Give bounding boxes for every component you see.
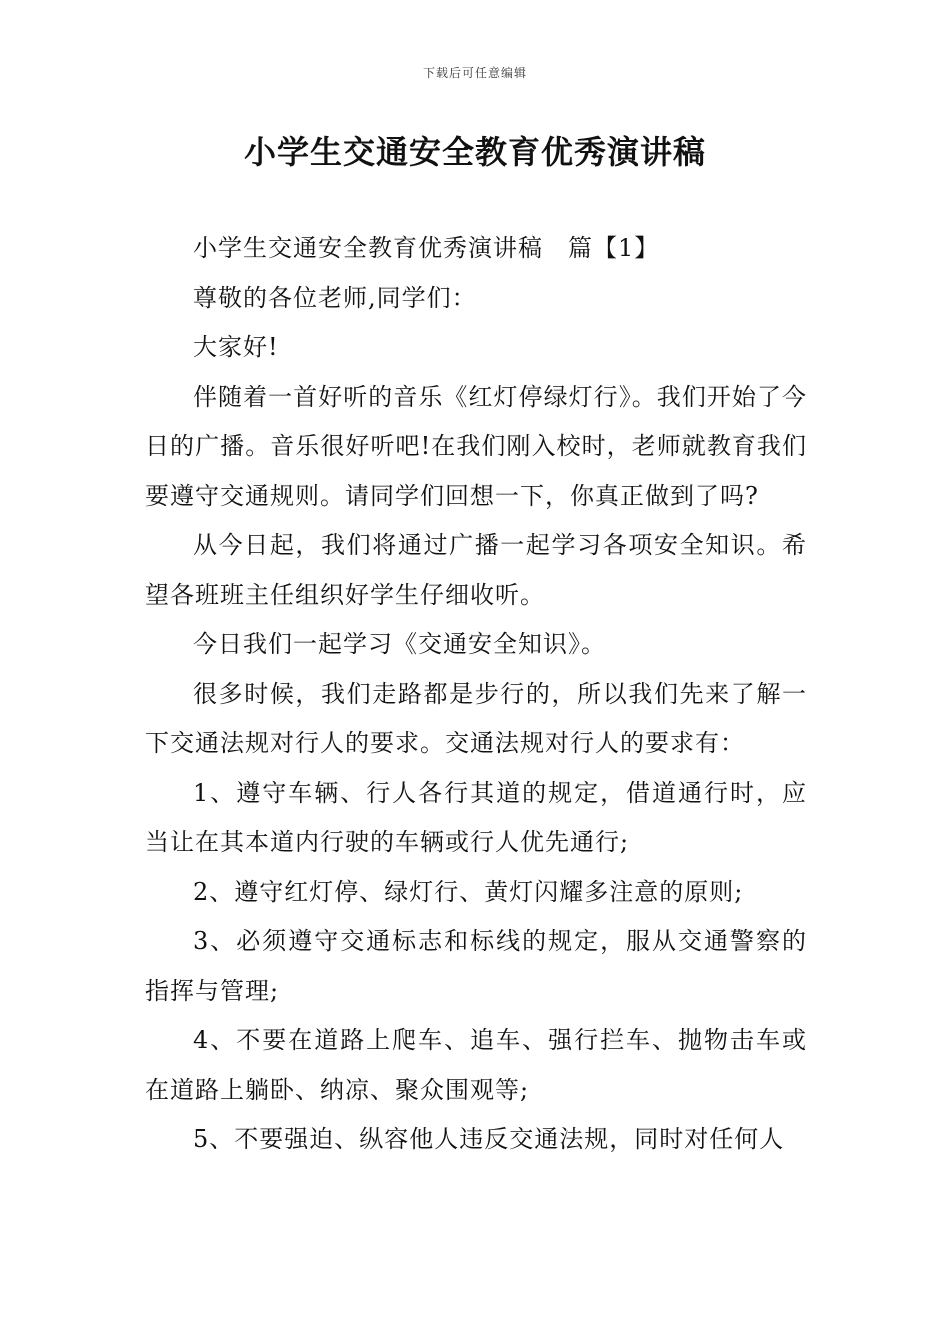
document-title: 小学生交通安全教育优秀演讲稿 <box>243 133 706 171</box>
rule-item-2: 2、遵守红灯停、绿灯行、黄灯闪耀多注意的原则; <box>193 877 744 906</box>
paragraph: 从今日起，我们将通过广播一起学习各项安全知识。希望各班班主任组织好学生仔细收听。 <box>145 531 807 609</box>
rule-item-1: 1、遵守车辆、行人各行其道的规定，借道通行时，应当让在其本道内行驶的车辆或行人优先通行; <box>145 778 807 856</box>
paragraph: 很多时候，我们走路都是步行的，所以我们先来了解一下交通法规对行人的要求。交通法规对行人的要求有： <box>145 679 807 757</box>
paragraph-section-heading: 小学生交通安全教育优秀演讲稿 篇【1】 <box>193 234 660 262</box>
document-body <box>145 224 807 1165</box>
paragraph-salutation: 尊敬的各位老师,同学们： <box>193 283 477 312</box>
paragraph: 伴随着一首好听的音乐《红灯停绿灯行》。我们开始了今日的广播。音乐很好听吧!在我们刚入校时，老师就教育我们要遵守交通规则。请同学们回想一下，你真正做到了吗? <box>145 382 807 510</box>
header-note: 下载后可任意编辑 <box>422 66 527 80</box>
paragraph-greeting: 大家好! <box>193 333 279 361</box>
rule-item-4: 4、不要在道路上爬车、追车、强行拦车、抛物击车或在道路上躺卧、纳凉、聚众围观等; <box>145 1026 807 1104</box>
rule-item-3: 3、必须遵守交通标志和标线的规定，服从交通警察的指挥与管理; <box>145 927 807 1005</box>
rule-item-5: 5、不要强迫、纵容他人违反交通法规，同时对任何人 <box>193 1125 785 1153</box>
paragraph: 今日我们一起学习《交通安全知识》。 <box>193 630 606 658</box>
